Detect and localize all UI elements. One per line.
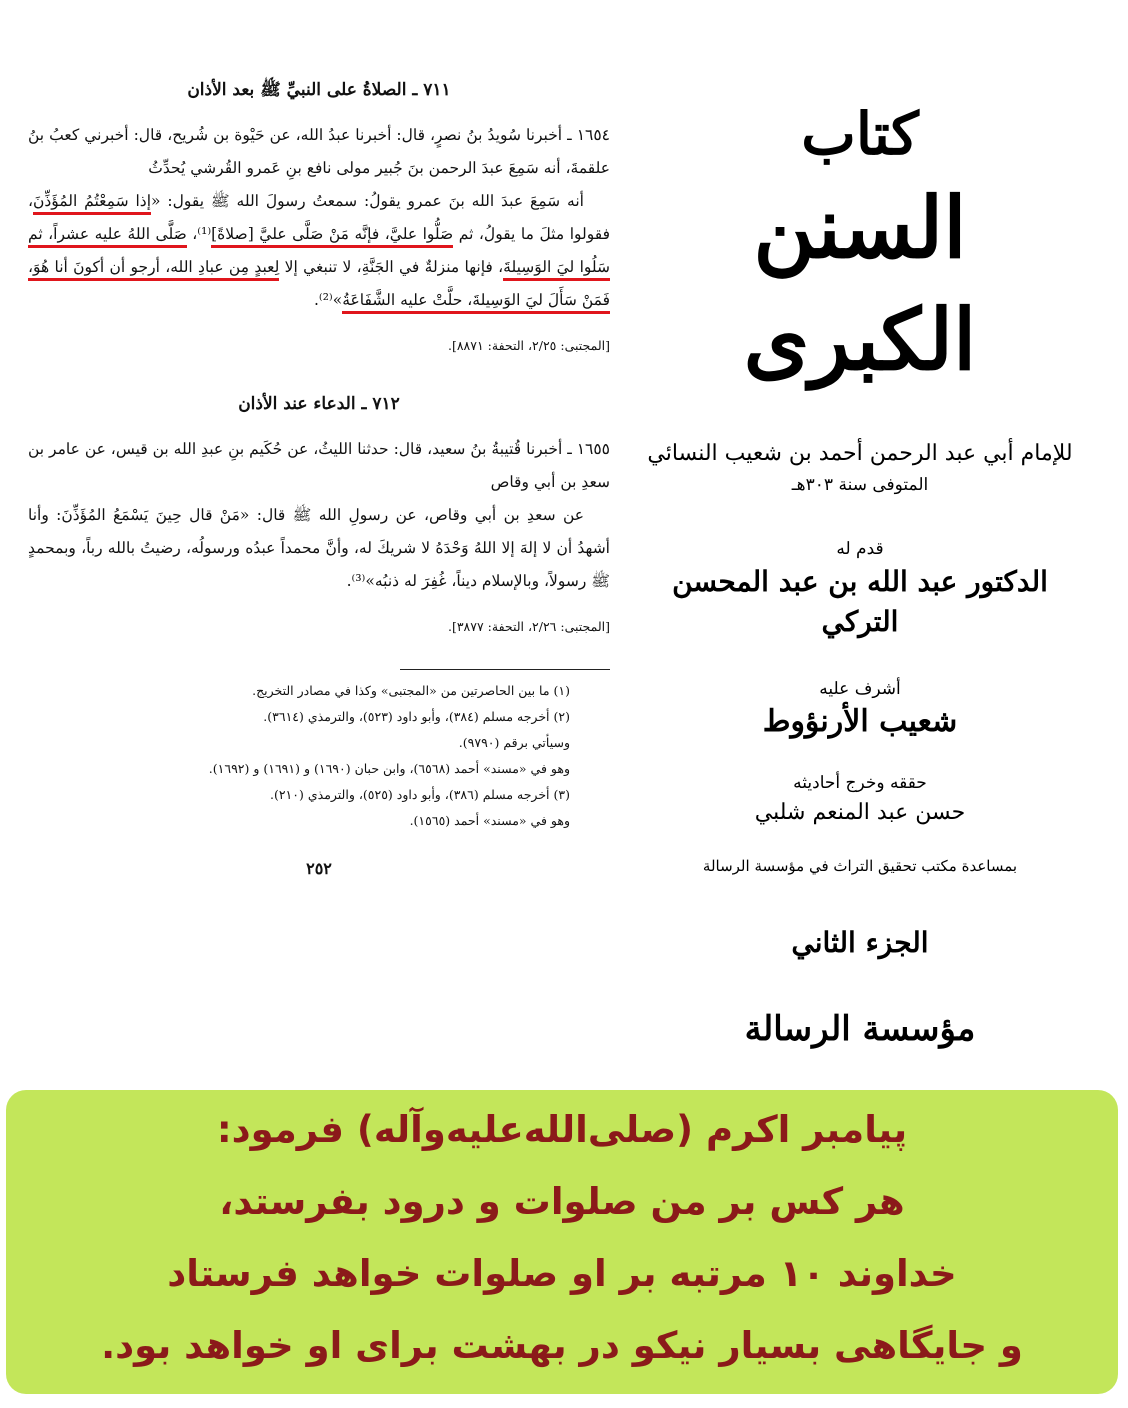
source-ref-1655: [المجتبى: ٢/٢٦، التحفة: ٣٨٧٧]. [447, 619, 610, 634]
cover-intro-name: الدكتور عبد الله بن عبد المحسن التركي [672, 565, 1048, 638]
chapter-title-711: ٧١١ ـ الصلاةُ على النبيِّ ﷺ بعد الأذان [187, 80, 451, 100]
hadith-1654-text: أنه سَمِعَ عبدَ الله بنَ عمرو يقولُ: سمعتُ رسولَ الله ﷺ يقول: «إذا سَمِعْتُمُ المُؤَذِّنَ، فقولوا مثلَ ما يقولُ، ثم صَلُّوا عليَّ، فإنَّه مَنْ صَلَّى عليَّ [صلاةً]⁽¹⁾، صَلَّى اللهُ عليه عشراً، ثم سَلُوا ليَ الوَسِيلةَ، فإنها منزلةٌ في الجَنَّةِ، لا تنبغي إلا لِعبدٍ مِن عبادِ الله، أرجو أن أكونَ أنا هُوَ، فَمَنْ سَأَلَ ليَ الوَسِيلةَ، حلَّتْ عليه الشَّفَاعَةُ»⁽²⁾. [28, 185, 610, 317]
footnote: وهو في «مسند» أحمد (٦٥٦٨)، وابن حبان (١٦٩٠) و (١٦٩١) و (١٦٩٢). [208, 761, 570, 776]
footnote: (٣) أخرجه مسلم (٣٨٦)، وأبو داود (٥٢٥)، والترمذي (٢١٠). [269, 787, 570, 802]
cover-intro-label: قدم له [836, 539, 884, 559]
persian-translation-banner [6, 1090, 1118, 1394]
footnote-separator [400, 669, 610, 670]
chapter-title-712: ٧١٢ ـ الدعاء عند الأذان [238, 394, 400, 414]
footnote: وهو في «مسند» أحمد (١٥٦٥). [409, 813, 570, 828]
cover-author: للإمام أبي عبد الرحمن أحمد بن شعيب النسائي [647, 441, 1073, 466]
cover-died: المتوفى سنة ٣٠٣هـ [791, 475, 929, 495]
underline-idha-samitum: إذا سَمِعْتُمُ المُؤَذِّنَ [33, 192, 151, 215]
hadith-1655-text: عن سعدِ بن أبي وقاص، عن رسولِ الله ﷺ قال: «مَنْ قال حِينَ يَسْمَعُ المُؤَذِّنَ: وأنا أشهدُ أن لا إلهَ إلا اللهُ وَحْدَهُ لا شريكَ له، وأنَّ محمداً عبدُه ورسولُه، رضيتُ بالله رباً، وبمحمدٍ ﷺ رسولاً، وبالإسلام ديناً، غُفِرَ له ذنبُه»⁽³⁾. [28, 506, 610, 590]
cover-publisher: مؤسسة الرسالة [744, 1009, 976, 1049]
footnote: (٢) أخرجه مسلم (٣٨٤)، وأبو داود (٥٢٣)، والترمذي (٣٦١٤). [263, 709, 570, 724]
underline-sallu-alayya: صَلُّوا عليَّ، فإنَّه مَنْ صَلَّى عليَّ [صلاةً] [211, 225, 453, 248]
underline-shafaa: لِعبدٍ مِن عبادِ الله، أرجو أن أكونَ أنا هُوَ، فَمَنْ سَأَلَ ليَ الوَسِيلةَ، حلَّتْ عليه الشَّفَاعَةُ [28, 258, 610, 314]
cover-supervised-name: شعيب الأرنؤوط [762, 704, 958, 739]
source-ref-1654: [المجتبى: ٢/٢٥، التحفة: ٨٨٧١]. [447, 338, 610, 353]
page-number: ٢٥٢ [306, 859, 332, 878]
book-cover [640, 96, 1080, 1049]
banner-line: پیامبر اکرم (صلی‌الله‌علیه‌وآله) فرمود: [216, 1108, 908, 1151]
banner-line: خداوند ۱۰ مرتبه بر او صلوات خواهد فرستاد [167, 1252, 957, 1295]
underline-salla-allahu-alayhi: صَلَّى اللهُ عليه عشراً، ثم سَلُوا ليَ الوَسِيلةَ [28, 225, 610, 281]
cover-supervised-label: أشرف عليه [819, 679, 901, 699]
hadith-1655-chain: ١٦٥٥ ـ أخبرنا قُتيبةُ بنُ سعيد، قال: حدثنا الليثُ، عن حُكَيم بنِ عبدِ الله بن قيس، عن عامر بن سعدِ بن أبي وقاص [28, 440, 610, 491]
banner-line: و جایگاهی بسیار نیکو در بهشت برای او خواهد بود. [101, 1324, 1023, 1367]
cover-part: الجزء الثاني [791, 926, 929, 959]
cover-kitab: كتاب [801, 100, 919, 168]
cover-verified-name: حسن عبد المنعم شلبي [754, 800, 966, 825]
banner-line: هر کس بر من صلوات و درود بفرستد، [219, 1180, 905, 1223]
cover-verified-label: حققه وخرج أحاديثه [793, 773, 927, 793]
hadith-text-column [28, 64, 610, 885]
cover-title: السنن الكبرى [743, 178, 977, 389]
footnote: (١) ما بين الحاصرتين من «المجتبى» وكذا في مصادر التخريج. [252, 683, 570, 698]
hadith-1654-chain: ١٦٥٤ ـ أخبرنا سُويدُ بنُ نصرٍ، قال: أخبرنا عبدُ الله، عن حَيْوة بن شُريح، قال: أخبرني كعبُ بنُ علقمةَ، أنه سَمِعَ عبدَ الرحمن بنَ جُبير مولى نافع بنِ عَمرو القُرشي يُحدِّثُ [28, 126, 610, 177]
footnote: وسيأتي برقم (٩٧٩٠). [458, 735, 570, 750]
cover-assistance: بمساعدة مكتب تحقيق التراث في مؤسسة الرسالة [702, 857, 1018, 875]
